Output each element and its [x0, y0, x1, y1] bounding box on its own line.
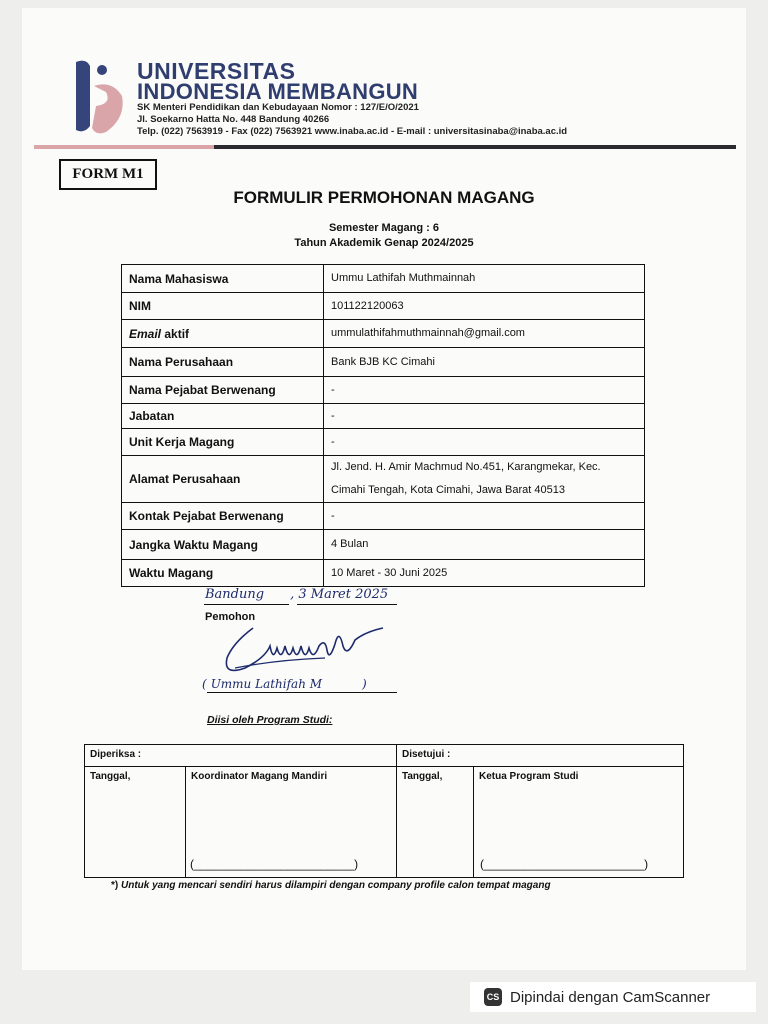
field-value: Bank BJB KC Cimahi [324, 348, 645, 377]
date-cell-left: Tanggal, [85, 767, 186, 878]
university-logo [72, 56, 128, 136]
table-row [122, 265, 645, 293]
table-row [122, 348, 645, 377]
program-note: Diisi oleh Program Studi: [207, 714, 333, 726]
camscanner-icon: CS [484, 988, 502, 1006]
field-value: 10 Maret - 30 Juni 2025 [324, 560, 645, 587]
header-rule [34, 145, 736, 149]
signer-role: Pemohon [205, 611, 256, 623]
signer-name: Ummu Lathifah M [210, 677, 323, 691]
field-label: Jangka Waktu Magang [122, 530, 324, 560]
decree-text: SK Menteri Pendidikan dan Kebudayaan Nomor : 127/E/O/2021 [137, 102, 419, 113]
form-code-box: FORM M1 [59, 159, 157, 190]
field-value: - [324, 503, 645, 530]
field-value: 101122120063 [324, 293, 645, 320]
signer-name-line [202, 677, 367, 691]
field-label [122, 320, 324, 348]
field-label: Kontak Pejabat Berwenang [122, 503, 324, 530]
semester-text: Semester Magang : 6 [328, 222, 440, 234]
checked-header: Diperiksa : [85, 745, 397, 767]
place-underline [204, 604, 289, 605]
field-label: Jabatan [122, 404, 324, 429]
contact-text: Telp. (022) 7563919 - Fax (022) 7563921 www.inaba.ac.id - E-mail : universitasinaba@inaba.ac.id [137, 126, 568, 137]
field-label-italic: Email [129, 326, 162, 341]
field-value: 4 Bulan [324, 530, 645, 560]
date-separator: , [290, 587, 295, 602]
university-name-line1: UNIVERSITAS [137, 58, 296, 84]
signature-date: 3 Maret 2025 [298, 587, 389, 602]
field-value: - [324, 377, 645, 404]
signature-place-date [205, 587, 388, 602]
open-paren: ( [202, 677, 207, 691]
table-row [122, 503, 645, 530]
field-value: Ummu Lathifah Muthmainnah [324, 265, 645, 293]
table-row [85, 767, 684, 878]
footnote-star: *) [111, 880, 119, 891]
address-line1: Jl. Jend. H. Amir Machmud No.451, Karangmekar, Kec. [331, 461, 601, 473]
table-row [122, 320, 645, 348]
table-row [122, 404, 645, 429]
head-label: Ketua Program Studi [479, 771, 579, 782]
footnote-text: Untuk yang mencari sendiri harus dilampiri dengan company profile calon tempat magang [121, 880, 551, 891]
head-signature-blank: (________________________) [480, 857, 649, 871]
address-line2: Cimahi Tengah, Kota Cimahi, Jawa Barat 40513 [331, 484, 565, 496]
scanner-watermark [470, 982, 756, 1012]
table-row [122, 377, 645, 404]
field-label: Unit Kerja Magang [122, 429, 324, 456]
academic-year-text: Tahun Akademik Genap 2024/2025 [294, 237, 474, 249]
date-cell-right: Tanggal, [397, 767, 474, 878]
coordinator-label: Koordinator Magang Mandiri [191, 771, 328, 782]
table-row [122, 530, 645, 560]
form-title: FORMULIR PERMOHONAN MAGANG [233, 188, 535, 207]
table-row [122, 560, 645, 587]
date-underline [297, 604, 397, 605]
field-label: Nama Perusahaan [122, 348, 324, 377]
university-name-line2: INDONESIA MEMBANGUN [137, 79, 419, 104]
field-label-rest: aktif [161, 326, 190, 341]
approval-table [84, 744, 684, 878]
signer-underline [207, 692, 397, 693]
applicant-info-table [121, 264, 645, 587]
scanner-text: Dipindai dengan CamScanner [510, 988, 711, 1006]
table-row [122, 456, 645, 503]
field-label: Nama Pejabat Berwenang [122, 377, 324, 404]
approved-header: Disetujui : [397, 745, 684, 767]
field-label: Alamat Perusahaan [122, 456, 324, 503]
field-value: - [324, 404, 645, 429]
field-label: Waktu Magang [122, 560, 324, 587]
footnote [111, 880, 551, 891]
head-cell [474, 767, 684, 878]
table-row [122, 429, 645, 456]
signature-place: Bandung [205, 587, 265, 602]
field-value [324, 456, 645, 503]
address-text: Jl. Soekarno Hatta No. 448 Bandung 40266 [137, 114, 330, 125]
handwritten-signature [215, 618, 390, 680]
coordinator-signature-blank: (________________________) [190, 857, 359, 871]
table-row [122, 293, 645, 320]
close-paren: ) [362, 677, 367, 691]
table-row [85, 745, 684, 767]
coordinator-cell [186, 767, 397, 878]
field-label: Nama Mahasiswa [122, 265, 324, 293]
field-label: NIM [122, 293, 324, 320]
field-value: - [324, 429, 645, 456]
field-value: ummulathifahmuthmainnah@gmail.com [324, 320, 645, 348]
